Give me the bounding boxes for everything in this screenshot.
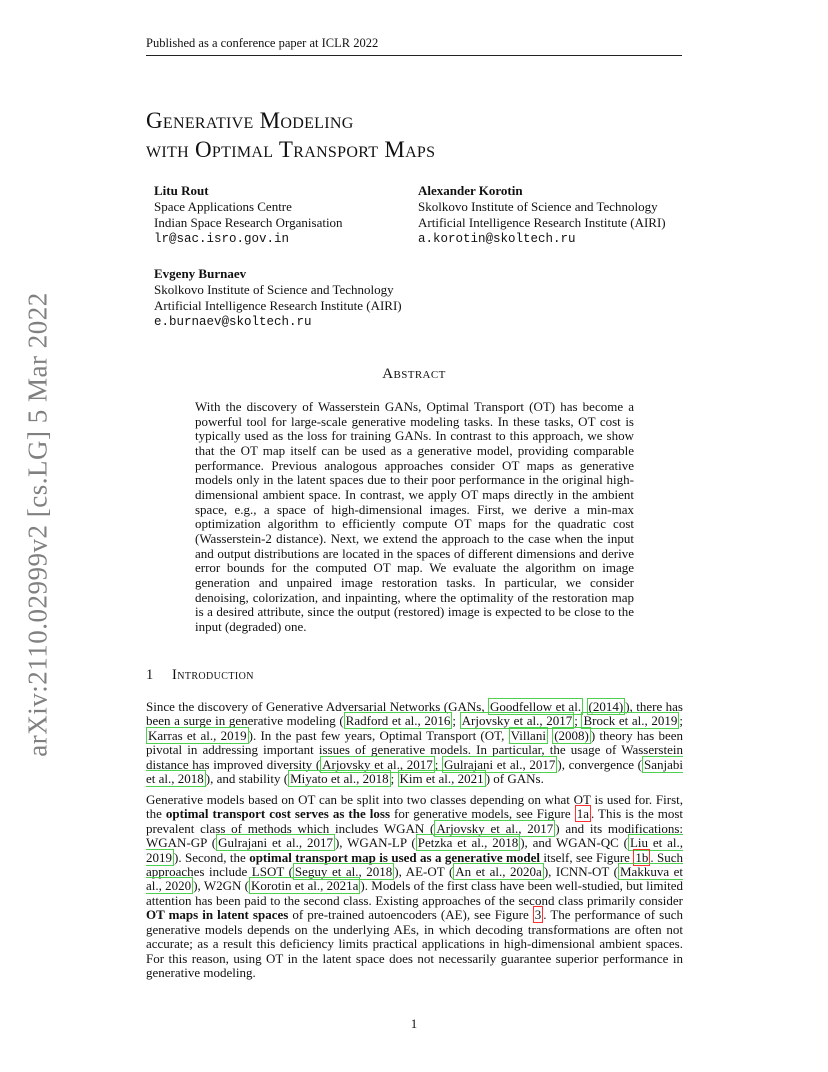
citation-link[interactable]: Arjovsky et al., 2017 xyxy=(436,820,554,836)
author-affiliation: Skolkovo Institute of Science and Technology xyxy=(418,199,658,214)
section-title: Introduction xyxy=(172,667,254,683)
citation-link[interactable]: Gulrajani et al., 2017 xyxy=(218,835,333,851)
section-body xyxy=(146,700,683,987)
author-block xyxy=(154,266,402,330)
running-header: Published as a conference paper at ICLR 2022 xyxy=(146,36,682,56)
author-email[interactable]: e.burnaev@skoltech.ru xyxy=(154,315,312,329)
section-heading xyxy=(146,667,254,684)
section-number: 1 xyxy=(146,667,154,683)
paper-title xyxy=(146,106,706,164)
citation-link[interactable]: Sanjabi et al., 2018 xyxy=(146,756,684,787)
title-line-2: with Optimal Transport Maps xyxy=(146,137,436,162)
author-affiliation: Space Applications Centre xyxy=(154,199,292,214)
abstract-text: With the discovery of Wasserstein GANs, Optimal Transport (OT) has become a powerful tool for large-scale generative modeling tasks. In these tasks, OT cost is typically used as the loss for training GANs. In contrast to this approach, we show that the OT map itself can be used as a generative model, providing comparable performance. Previous analogous approaches consider OT maps as generative models only in the latent spaces due to their poor performance in the original high-dimensional ambient space. In contrast, we apply OT maps directly in the ambient space, e.g., a space of high-dimensional images. First, we derive a min-max optimization algorithm to efficiently compute OT maps for the quadratic cost (Wasserstein-2 distance). Next, we extend the approach to the case when the input and output distributions are located in the spaces of different dimensions and derive error bounds for the computed OT map. We evaluate the algorithm on image generation and unpaired image restoration tasks. In particular, we consider denoising, colorization, and inpainting, where the optimality of the restoration map is a desired attribute, since the output (restored) image is expected to be close to the input (degraded) one. xyxy=(195,399,634,634)
figure-ref-link[interactable]: 1a xyxy=(576,806,589,822)
page-number: 1 xyxy=(410,1016,418,1031)
arxiv-stamp: arXiv:2110.02999v2 [cs.LG] 5 Mar 2022 xyxy=(22,291,53,757)
citation-link[interactable]: Petzka et al., 2018 xyxy=(417,835,519,851)
citation-link[interactable]: Villani xyxy=(510,727,546,743)
citation-link[interactable]: Seguy et al., 2018 xyxy=(294,863,393,879)
citation-link[interactable]: Radford et al., 2016 xyxy=(345,713,451,729)
citation-link[interactable]: Makkuva et al., 2020 xyxy=(146,863,683,894)
citation-link[interactable]: Goodfellow et al. xyxy=(490,699,582,714)
author-name: Alexander Korotin xyxy=(418,183,523,198)
abstract-heading: Abstract xyxy=(382,366,446,382)
author-email[interactable]: lr@sac.isro.gov.in xyxy=(154,232,290,246)
citation-link[interactable]: Korotin et al., 2021a xyxy=(251,878,359,894)
author-affiliation: Artificial Intelligence Research Institute (AIRI) xyxy=(418,215,666,230)
citation-link[interactable]: An et al., 2020a xyxy=(455,863,542,879)
author-block xyxy=(154,183,343,247)
author-email[interactable]: a.korotin@skoltech.ru xyxy=(418,232,576,246)
citation-link[interactable]: Karras et al., 2019 xyxy=(148,727,247,743)
figure-ref-link[interactable]: 1b xyxy=(635,849,649,865)
figure-ref-link[interactable]: 3 xyxy=(534,907,542,923)
paragraph: Since the discovery of Generative Adversarial Networks (GANs, Goodfellow et al. (2014) ), there has been a surge in generative modeling ( Radford et al., 2016 ; Arjovsky et al., 2017 ; Brock et al., 2019 ; Karras et al., 2019 ). In the past few years, Optimal Transport (OT, Villani (2008) ) theory has been pivotal in addressing important issues of generative models. In particular, the usage of Wasserstein distance has improved diversity ( Arjovsky et al., 2017 ; Gulrajani et al., 2017 ), convergence ( Sanjabi et al., 2018 ), and stability ( Miyato et al., 2018 ; Kim et al., 2021 ) of GANs. xyxy=(146,699,684,787)
author-name: Litu Rout xyxy=(154,183,209,198)
author-affiliation: Skolkovo Institute of Science and Technology xyxy=(154,282,394,297)
paragraph: Generative models based on OT can be split into two classes depending on what OT is used for. First, the optimal transport cost serves as the loss for generative models, see Figure 1a . This is the most prevalent class of methods which includes WGAN ( Arjovsky et al., 2017 ) and its modifications: WGAN-GP ( Gulrajani et al., 2017 ), WGAN-LP ( Petzka et al., 2018 ), and WGAN-QC ( Liu et al., 2019 ). Second, the optimal transport map is used as a generative model itself, see Figure 1b . Such approaches include LSOT ( Seguy et al., 2018 ), AE-OT ( An et al., 2020a ), ICNN-OT ( Makkuva et al., 2020 ), W2GN ( Korotin et al., 2021a ). Models of the first class have been well-studied, but limited attention has been paid to the second class. Existing approaches of the second class primarily consider OT maps in latent spaces of pre-trained autoencoders (AE), see Figure 3 . The performance of such generative models depends on the underlying AEs, in which decoding transformations are often not accurate; as a result this deficiency limits practical applications in high-dimensional ambient spaces. For this reason, using OT in the latent space does not necessarily guarantee superior performance in generative modeling. xyxy=(146,791,684,981)
citation-link[interactable]: (2014) xyxy=(588,699,624,714)
citation-link[interactable]: Arjovsky et al., 2017 xyxy=(461,713,573,729)
author-affiliation: Artificial Intelligence Research Institute (AIRI) xyxy=(154,298,402,313)
citation-link[interactable]: Arjovsky et al., 2017 xyxy=(322,756,433,772)
citation-link[interactable]: (2008) xyxy=(554,727,589,743)
title-line-1: Generative Modeling xyxy=(146,108,354,133)
citation-link[interactable]: Kim et al., 2021 xyxy=(399,771,484,787)
author-affiliation: Indian Space Research Organisation xyxy=(154,215,343,230)
author-block xyxy=(418,183,666,247)
citation-link[interactable]: Liu et al., 2019 xyxy=(146,835,683,865)
citation-link[interactable]: Brock et al., 2019 xyxy=(583,713,678,729)
citation-link[interactable]: Gulrajani et al., 2017 xyxy=(444,756,556,772)
citation-link[interactable]: Miyato et al., 2018 xyxy=(290,771,389,787)
author-name: Evgeny Burnaev xyxy=(154,266,247,281)
